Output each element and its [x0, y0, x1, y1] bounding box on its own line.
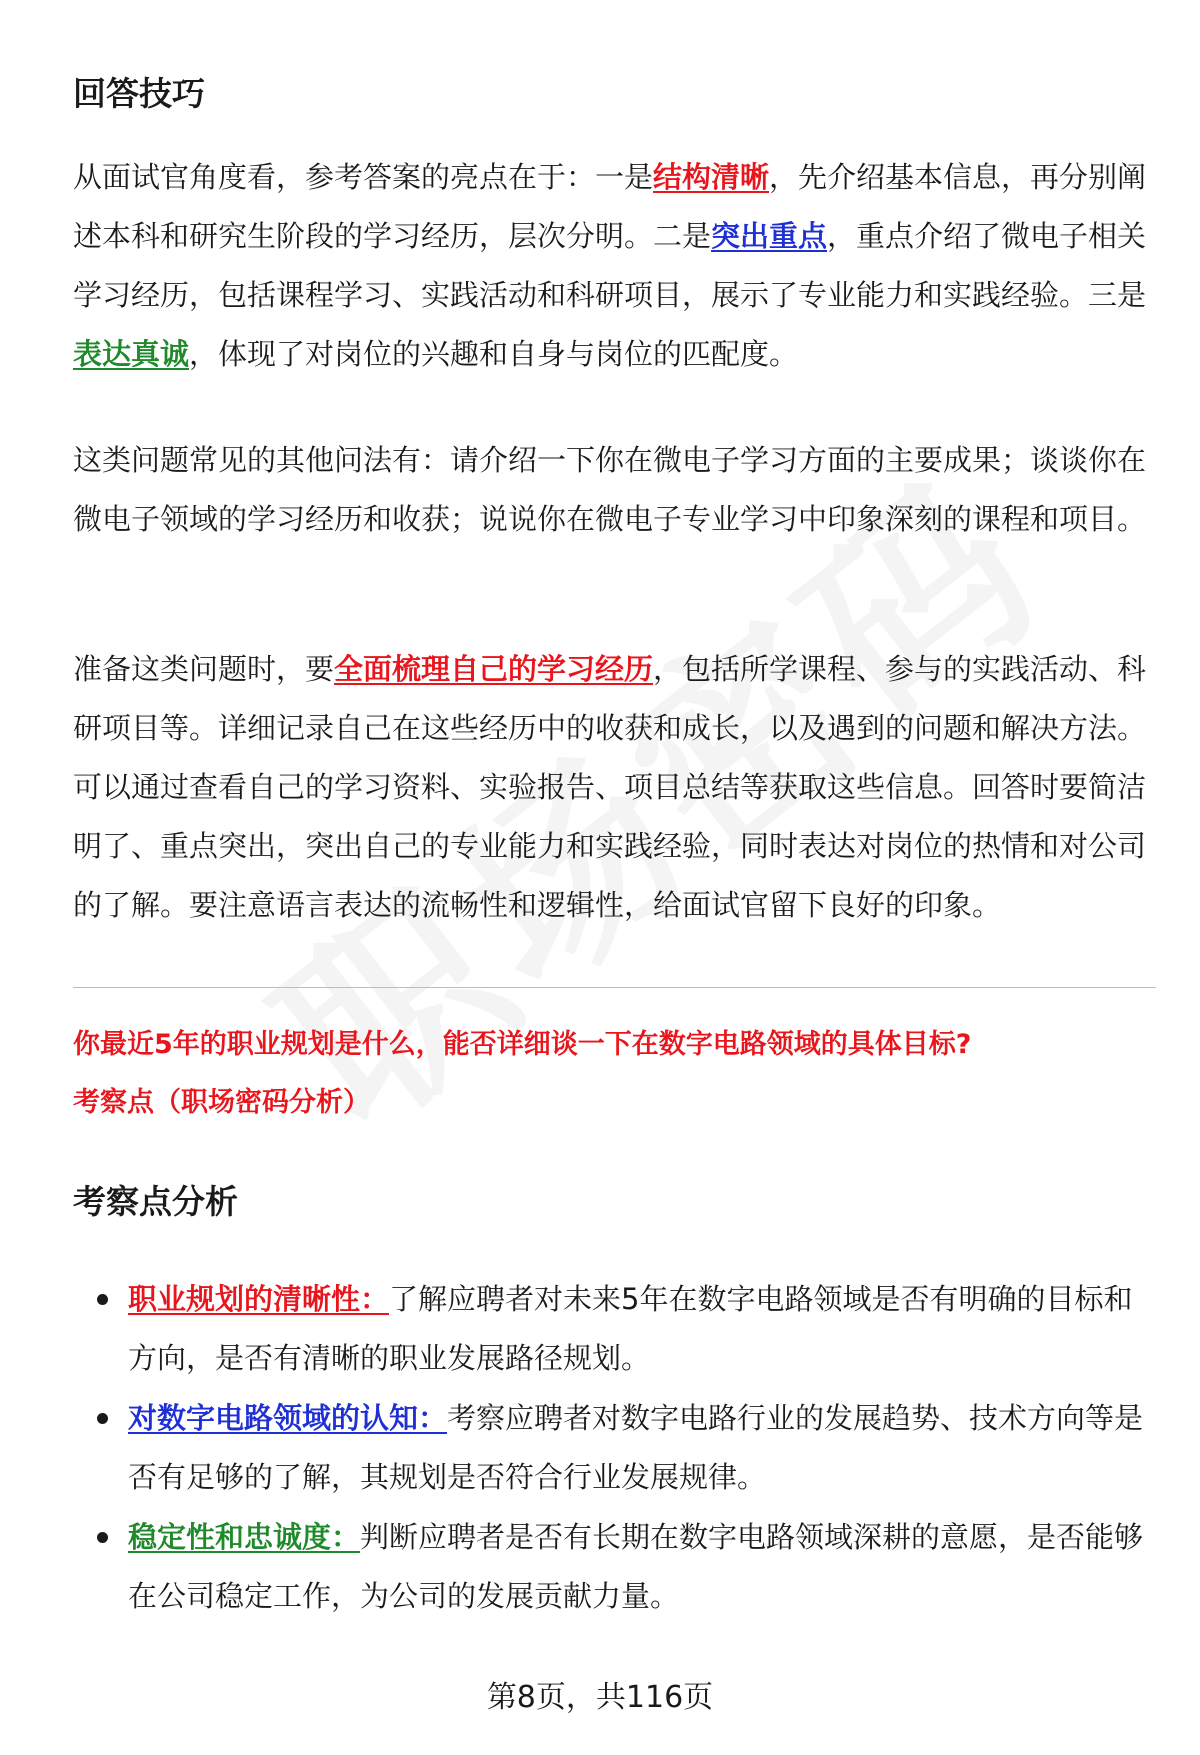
analysis-list	[73, 1270, 1158, 1627]
highlight-review-experience: 全面梳理自己的学习经历	[334, 652, 654, 686]
bullet-icon	[97, 1413, 108, 1424]
list-item	[73, 1270, 1158, 1388]
paragraph-text: ，重点介绍了微电子相关学习经历，包括课程学习、实践活动和科研项目，展示了专业能力和实践经验。三是	[73, 219, 1147, 312]
page-number: 第8页，共116页	[486, 1680, 714, 1715]
paragraph-other-questions: 这类问题常见的其他问法有：请介绍一下你在微电子学习方面的主要成果；谈谈你在微电子领域的学习经历和收获；说说你在微电子专业学习中印象深刻的课程和项目。	[73, 443, 1147, 536]
bullet-text: 判断应聘者是否有长期在数字电路领域深耕的意愿，是否能够在公司稳定工作，为公司的发展贡献力量。	[128, 1520, 1144, 1613]
bullet-text: 了解应聘者对未来5年在数字电路领域是否有明确的目标和方向，是否有清晰的职业发展路径规划。	[128, 1282, 1133, 1375]
bullet-label: 对数字电路领域的认知：	[128, 1401, 448, 1435]
paragraph-text: ，先介绍基本信息，再分别阐述本科和研究生阶段的学习经历，层次分明。二是	[73, 160, 1147, 253]
highlight-focus: 突出重点	[711, 219, 828, 253]
section-heading-analysis: 考察点分析	[73, 1182, 238, 1221]
interview-question: 你最近5年的职业规划是什么，能否详细谈一下在数字电路领域的具体目标?	[73, 1029, 972, 1060]
list-item	[73, 1389, 1158, 1507]
list-item	[73, 1508, 1158, 1626]
paragraph-highlights	[73, 148, 1153, 384]
section-divider	[73, 987, 1156, 988]
paragraph-text: 从面试官角度看，参考答案的亮点在于：一是	[73, 160, 654, 194]
analysis-subtitle: 考察点（职场密码分析）	[73, 1087, 370, 1118]
bullet-label: 稳定性和忠诚度：	[128, 1520, 361, 1554]
bullet-icon	[97, 1294, 108, 1305]
paragraph-preparation	[73, 640, 1153, 935]
paragraph-text: 准备这类问题时，要	[73, 652, 335, 686]
paragraph-text: ，包括所学课程、参与的实践活动、科研项目等。详细记录自己在这些经历中的收获和成长，以及遇到的问题和解决方法。可以通过查看自己的学习资料、实验报告、项目总结等获取这些信息。回答时要简洁明了、重点突出，突出自己的专业能力和实践经验，同时表达对岗位的热情和对公司的了解。要注意语言表达的流畅性和逻辑性，给面试官留下良好的印象。	[73, 652, 1147, 922]
paragraph-text: ，体现了对岗位的兴趣和自身与岗位的匹配度。	[189, 337, 799, 371]
section-heading-answer-tips: 回答技巧	[73, 74, 205, 113]
bullet-text: 考察应聘者对数字电路行业的发展趋势、技术方向等是否有足够的了解，其规划是否符合行业发展规律。	[128, 1401, 1144, 1494]
highlight-structure: 结构清晰	[653, 160, 770, 194]
bullet-label: 职业规划的清晰性：	[128, 1282, 390, 1316]
highlight-sincere: 表达真诚	[73, 337, 190, 371]
bullet-icon	[97, 1532, 108, 1543]
